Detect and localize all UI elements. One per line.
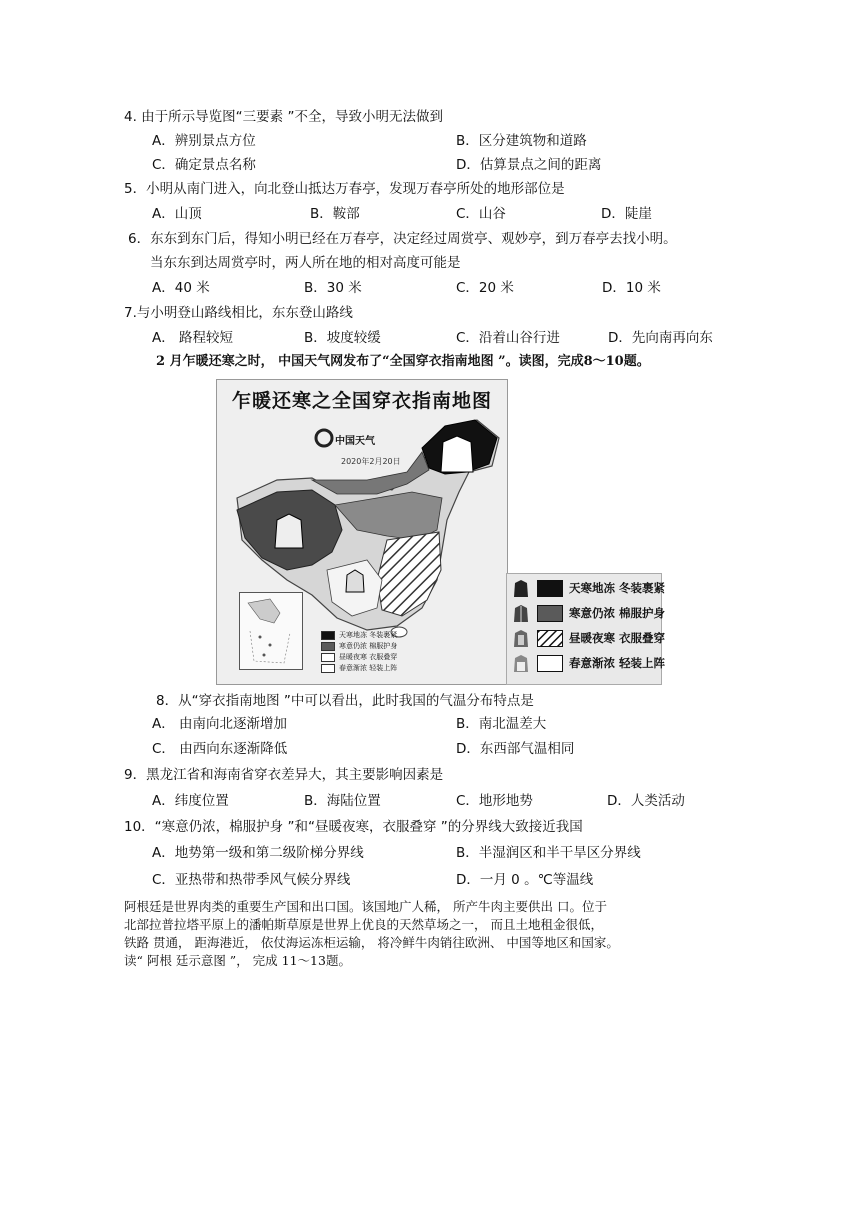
q9-option-d: D．人类活动 — [607, 793, 685, 809]
q10-option-b: B．半湿润区和半干旱区分界线 — [456, 845, 641, 861]
argentina-intro-line2: 北部拉普拉塔平原上的潘帕斯草原是世界上优良的天然草场之一， 而且土地租金很低， — [124, 917, 603, 932]
clothing-guide-map — [216, 379, 508, 685]
map-title: 乍暖还寒之全国穿衣指南地图 — [231, 390, 492, 412]
q8-option-b: B．南北温差大 — [456, 716, 547, 732]
q6-stem-line2: 当东东到达周赏亭时，两人所在地的相对高度可能是 — [150, 255, 461, 271]
q5-stem: 5．小明从南门进入，向北登山抵达万春亭，发现万春亭所处的地形部位是 — [124, 181, 565, 197]
map-legend — [506, 573, 666, 685]
argentina-intro-line4: 读“ 阿根 廷示意图 ”， 完成 11～13题。 — [124, 953, 351, 968]
layered-clothes-icon — [513, 629, 529, 647]
q6-option-b: B．30 米 — [304, 280, 362, 296]
q10-stem: 10．“寒意仍浓，棉服护身 ”和“昼暖夜寒，衣服叠穿 ”的分界线大致接近我国 — [124, 819, 583, 835]
q4-option-c: C．确定景点名称 — [152, 157, 256, 173]
coat-icon — [513, 579, 529, 597]
argentina-intro-line3: 铁路 贯通， 距海港近， 依仗海运冻柜运输， 将冷鲜牛肉销往欧洲、 中国等地区和国家。 — [124, 935, 619, 950]
legend-label-2: 寒意仍浓 棉服护身 — [569, 606, 666, 620]
q10-option-d: D．一月 0 。℃等温线 — [456, 872, 594, 888]
q9-stem: 9．黑龙江省和海南省穿衣差异大，其主要影响因素是 — [124, 767, 444, 783]
q4-option-d: D．估算景点之间的距离 — [456, 157, 602, 173]
q8-option-d: D．东西部气温相同 — [456, 741, 575, 757]
q8-option-c: C． 由西向东逐渐降低 — [152, 741, 288, 757]
q8-option-a: A． 由南向北逐渐增加 — [152, 716, 288, 732]
inner-legend-4: 春意渐浓 轻装上阵 — [339, 664, 398, 672]
q7-stem: 7.与小明登山路线相比，东东登山路线 — [124, 305, 353, 321]
padded-jacket-icon — [513, 604, 529, 622]
q9-option-b: B．海陆位置 — [304, 793, 381, 809]
q9-option-a: A．纬度位置 — [152, 793, 229, 809]
map-date: 2020年2月20日 — [341, 457, 401, 466]
inner-legend-3: 昼暖夜寒 衣服叠穿 — [339, 653, 398, 661]
light-clothes-icon — [513, 654, 529, 672]
q4-option-a: A．辨别景点方位 — [152, 133, 256, 149]
q4-stem: 4. 由于所示导览图“三要素 ”不全，导致小明无法做到 — [124, 109, 443, 125]
q5-option-d: D．陡崖 — [601, 206, 652, 222]
legend-swatch-4 — [537, 655, 563, 672]
inner-legend-2: 寒意仍浓 棉服护身 — [339, 642, 398, 650]
q6-option-a: A．40 米 — [152, 280, 210, 296]
q6-option-d: D．10 米 — [602, 280, 661, 296]
q9-option-c: C．地形地势 — [456, 793, 533, 809]
map-brand: 中国天气 — [335, 436, 375, 447]
q6-option-c: C．20 米 — [456, 280, 514, 296]
q4-option-b: B．区分建筑物和道路 — [456, 133, 587, 149]
q5-option-a: A．山顶 — [152, 206, 202, 222]
legend-swatch-3 — [537, 630, 563, 647]
q7-option-c: C．沿着山谷行进 — [456, 330, 560, 346]
south-china-sea-inset — [239, 592, 303, 670]
inner-legend-1: 天寒地冻 冬装裹紧 — [339, 631, 398, 639]
q6-stem-line1: 6．东东到东门后，得知小明已经在万春亭，决定经过周赏亭、观妙亭，到万春亭去找小明。 — [128, 231, 677, 247]
q7-option-d: D．先向南再向东 — [608, 330, 713, 346]
q7-option-b: B．坡度较缓 — [304, 330, 381, 346]
q10-option-a: A．地势第一级和第二级阶梯分界线 — [152, 845, 364, 861]
q8-stem: 8．从“穿衣指南地图 ”中可以看出，此时我国的气温分布特点是 — [156, 693, 534, 709]
q5-option-b: B．鞍部 — [310, 206, 360, 222]
q10-option-c: C．亚热带和热带季风气候分界线 — [152, 872, 351, 888]
map-inner-legend — [321, 630, 397, 674]
legend-swatch-1 — [537, 580, 563, 597]
map-intro: 2 月乍暖还寒之时， 中国天气网发布了“全国穿衣指南地图 ”。读图，完成8～10题。 — [156, 354, 650, 369]
q7-option-a: A． 路程较短 — [152, 330, 234, 346]
legend-label-4: 春意渐浓 轻装上阵 — [569, 656, 666, 670]
q5-option-c: C．山谷 — [456, 206, 506, 222]
legend-swatch-2 — [537, 605, 563, 622]
legend-label-1: 天寒地冻 冬装裹紧 — [569, 581, 666, 595]
legend-label-3: 昼暖夜寒 衣服叠穿 — [569, 631, 666, 645]
argentina-intro-line1: 阿根廷是世界肉类的重要生产国和出口国。该国地广人稀， 所产牛肉主要供出 口。位于 — [124, 899, 607, 914]
